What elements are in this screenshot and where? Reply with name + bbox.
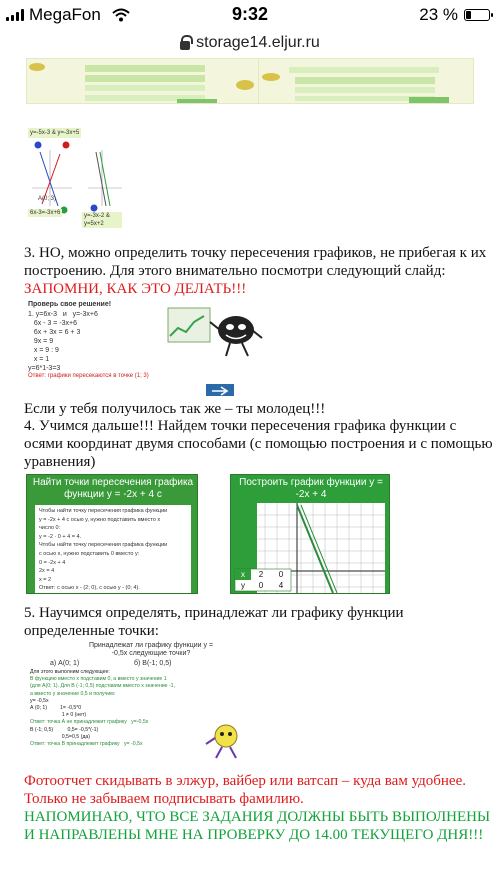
- thumb-eq-d: y=5x+2: [84, 221, 104, 227]
- lock-icon: [180, 41, 190, 50]
- slide-points-line: В (-1; 0,5) 0,5= -0,5*(-1): [30, 726, 99, 733]
- slide-points-illustration: [202, 720, 252, 760]
- slide-find-line: Чтобы найти точку пересечения графика функции: [39, 508, 168, 514]
- slide-check-line: x = 9 : 9: [28, 347, 59, 354]
- footer-line-1: Фотоотчет скидывать в элжур, вайбер или ватсап – куда вам удобнее.: [24, 773, 466, 789]
- slide-check-line: y=6*1-3=3: [28, 365, 61, 372]
- plot-table-y-1: 0: [258, 581, 264, 590]
- slide-find-body: [35, 505, 191, 594]
- slide-find-intersection: [26, 474, 198, 594]
- slide-plot-graph: [230, 474, 390, 594]
- plot-table-y-label: y: [241, 581, 245, 590]
- slide-check-title: Проверь свое решение!: [28, 301, 112, 308]
- slide-check-illustration: [164, 300, 274, 370]
- plot-table-x-1: 2: [258, 570, 264, 579]
- slide-check-line: 1. y=6x-3 и y=-3x+6: [28, 311, 98, 318]
- slide-next-button[interactable]: [206, 384, 234, 396]
- thumb-eq-pair: y=-3x-2 & y=5x+2: [82, 212, 122, 228]
- slide-find-line: число 0:: [39, 525, 61, 532]
- graph-thumbnail: [28, 128, 122, 227]
- battery-icon: [464, 9, 490, 21]
- plot-table-row-y: [235, 581, 291, 590]
- slide-check-line: x = 1: [28, 356, 50, 363]
- slide-top-left-graphic: [27, 59, 261, 104]
- section-done-text: Если у тебя получилось так же – ты молодец!!!: [24, 401, 326, 417]
- battery-percent: 23 %: [419, 5, 458, 24]
- url-text[interactable]: storage14.eljur.ru: [196, 34, 320, 51]
- thumb-graph-svg: [28, 128, 122, 220]
- slide-points-line: Для этого выполним следующее:: [30, 669, 110, 675]
- slide-find-line: 0 = -2x + 4: [39, 559, 66, 566]
- slide-points-line: В функцию вместо x подставим 0, а вместо y значение 1: [30, 676, 167, 683]
- plot-table-x-2: 0: [278, 570, 284, 579]
- thumb-eq-b: y=-3x+5: [57, 130, 80, 136]
- slide-points-line: Ответ: точка В принадлежит графику y= -0,5x: [30, 741, 143, 748]
- carrier-name: MegaFon: [29, 5, 101, 24]
- slide-find-line: Чтобы найти точку пересечения графика функции: [39, 542, 168, 549]
- plot-table-row-x: [235, 570, 291, 579]
- slide-top-right-graphic: [259, 59, 474, 104]
- slide-check-solution: [24, 298, 274, 396]
- slide-top-left: [26, 58, 261, 104]
- slide-find-line: y = -2x + 4 с осью у, нужно подставить вместо х: [39, 516, 161, 523]
- slide-points-line: (для А(0; 1). Для В (-1; 0,5) подставим вместо x значение -1,: [30, 683, 176, 690]
- slide-points-line: А (0; 1) 1= -0,5*0: [30, 705, 82, 712]
- thumb-point: A(0; 3): [38, 196, 57, 202]
- section-3-text: 3. НО, можно определить точку пересечения графиков, не прибегая к их построению. Для этого внимательно посмотри следующий слайд:: [24, 245, 487, 279]
- address-bar[interactable]: [0, 30, 500, 56]
- thumb-eq-top: y=-5x-3 & y=-3x+5: [30, 130, 80, 136]
- slide-points-line: Ответ: точка А не принадлежит графику y=-0,5x: [30, 719, 149, 726]
- slide-check-lines: [28, 310, 148, 373]
- slide-find-line: 2x = 4: [39, 568, 55, 575]
- slide-find-line: с осью х, нужно подставить 0 вместо у:: [39, 550, 140, 557]
- arrow-right-icon: [206, 385, 234, 397]
- slide-find-line: y = -2 · 0 + 4 = 4.: [39, 533, 82, 540]
- slide-check-line: 9x = 9: [28, 338, 54, 345]
- section-4-text: 4. Учимся дальше!!! Найдем точки пересечения графика функции с осями координат двумя способами (с помощью построения и с помощью уравнения): [24, 418, 493, 470]
- slide-points-line: y= -0,5x: [30, 697, 49, 704]
- thumb-eq-a: y=-5x-3: [30, 130, 51, 136]
- thumb-eq-c: y=-3x-2: [84, 213, 105, 219]
- slide-find-line: Ответ: с осью х - (2; 0), с осью у - (0; 4).: [39, 585, 140, 592]
- clock: 9:32: [231, 4, 269, 24]
- plot-table-x-label: x: [241, 570, 245, 579]
- slide-points-line: 1 ≠ 0 (нет): [30, 712, 87, 719]
- slide-top-right: [258, 58, 474, 104]
- status-bar: [0, 0, 500, 30]
- slide-check-line: 6x - 3 = -3x+6: [28, 320, 78, 327]
- footer-line-3: НАПОМИНАЮ, ЧТО ВСЕ ЗАДАНИЯ ДОЛЖНЫ БЫТЬ ВЫПОЛНЕНЫ И НАПРАВЛЕНЫ МНЕ НА ПРОВЕРКУ ДО 14.00 ТЕКУЩЕГО ДНЯ!!!: [24, 809, 491, 843]
- slide-points-line: 0,5=0,5 (да): [30, 733, 90, 740]
- slide-points-title: Принадлежат ли графику функции y = -0,5x следующие точки?: [88, 642, 214, 657]
- section-5-text: 5. Научимся определять, принадлежат ли графику функции определенные точки:: [24, 605, 404, 639]
- slide-check-answer: Ответ: графики пересекаются в точке (1; 3): [28, 373, 149, 379]
- section-3-remember: ЗАПОМНИ, КАК ЭТО ДЕЛАТЬ!!!: [24, 281, 247, 297]
- battery-status: [419, 5, 490, 25]
- footer-line-2: Только не забываем подписывать фамилию.: [24, 791, 304, 807]
- slide-plot-title: Построить график функции y = -2x + 4: [239, 477, 383, 500]
- slide-points-a: а) А(0; 1): [50, 660, 80, 667]
- slide-points: [26, 642, 276, 760]
- slide-check-line: 6x + 3x = 6 + 3: [28, 329, 81, 336]
- slide-find-line: x = 2: [39, 576, 52, 583]
- thumb-eq-bottom: 6x-3=-3x+6: [30, 210, 61, 216]
- slide-points-line: а вместо y значение 0,5 и получим:: [30, 690, 116, 697]
- slide-points-b: б) В(-1; 0,5): [134, 660, 172, 667]
- slide-find-title: Найти точки пересечения графика функции y = -2x + 4 с: [32, 477, 194, 500]
- plot-table-y-2: 4: [278, 581, 284, 590]
